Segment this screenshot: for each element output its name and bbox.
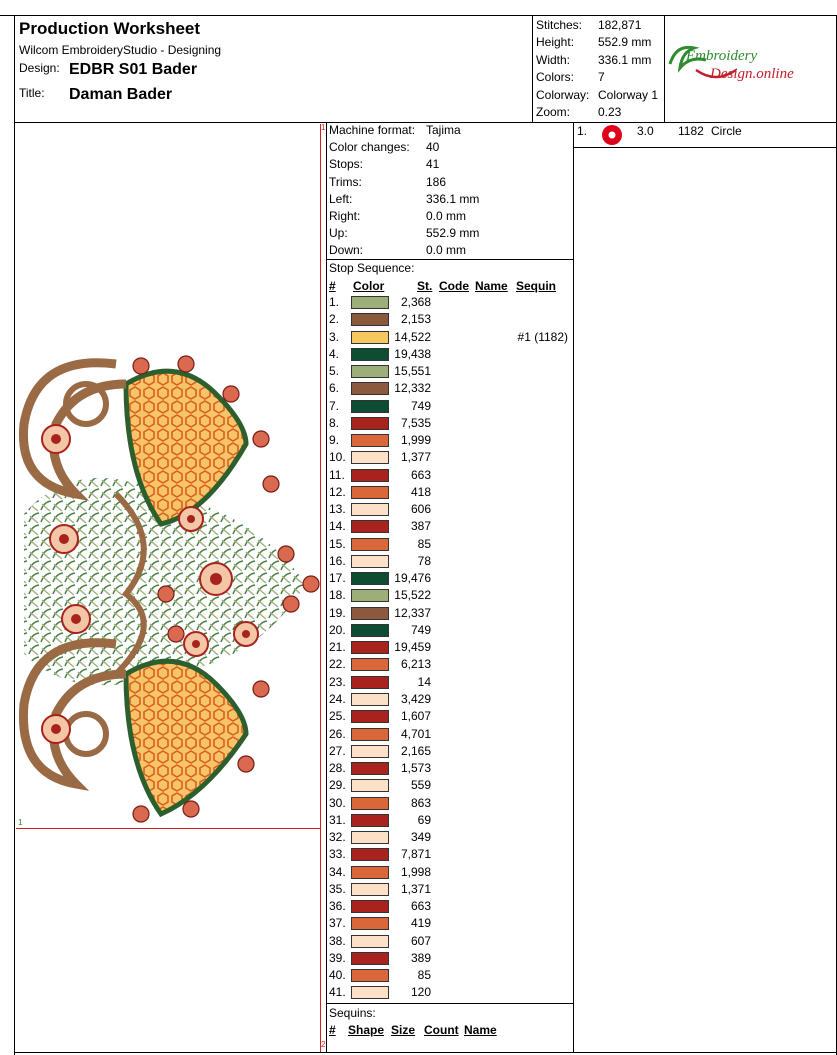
stop-row <box>329 311 573 328</box>
stop-row <box>329 449 573 466</box>
stop-row <box>329 898 573 915</box>
stop-number: 12. <box>329 484 346 499</box>
stop-number: 5. <box>329 364 340 379</box>
summary-value: 182,871 <box>598 18 642 32</box>
stitch-count: 863 <box>410 795 431 810</box>
stop-number: 8. <box>329 415 340 430</box>
sequin-list-row-border <box>573 147 836 148</box>
stop-sequence-heading: Stop Sequence: <box>329 261 415 275</box>
stitch-count: 4,701 <box>400 726 431 741</box>
machine-value: 0.0 mm <box>426 209 467 223</box>
color-swatch <box>351 728 389 741</box>
color-swatch <box>351 331 389 344</box>
stitch-count: 85 <box>417 968 431 983</box>
stop-row <box>329 294 573 311</box>
stitch-count: 387 <box>410 519 431 534</box>
stitch-count: 1,377 <box>400 450 431 465</box>
color-swatch <box>351 434 389 447</box>
frame-top-border <box>0 15 837 16</box>
stop-number: 21. <box>329 640 346 655</box>
color-swatch <box>351 313 389 326</box>
stop-number: 6. <box>329 381 340 396</box>
machine-label: Left: <box>329 191 353 206</box>
stitch-count: 1,607 <box>400 709 431 724</box>
stop-row <box>329 398 573 415</box>
machine-label: Up: <box>329 226 348 241</box>
stop-number: 16. <box>329 553 346 568</box>
stitch-count: 663 <box>410 467 431 482</box>
color-swatch <box>351 797 389 810</box>
machine-value: 41 <box>426 157 440 172</box>
stop-number: 27. <box>329 743 346 758</box>
machine-value: 336.1 mm <box>426 191 480 206</box>
stop-row <box>329 708 573 725</box>
machine-value: 552.9 mm <box>426 226 480 241</box>
color-swatch <box>351 693 389 706</box>
color-swatch <box>351 365 389 378</box>
stop-number: 23. <box>329 674 346 689</box>
stop-row <box>329 415 573 432</box>
color-swatch <box>351 814 389 827</box>
stop-number: 25. <box>329 709 346 724</box>
sequin-circle-icon <box>600 124 624 146</box>
color-swatch <box>351 969 389 982</box>
stop-number: 37. <box>329 916 346 931</box>
brand-logo <box>666 38 826 88</box>
stitch-count: 19,476 <box>394 571 431 586</box>
summary-label: Stitches: <box>536 18 583 32</box>
stop-number: 30. <box>329 795 346 810</box>
stop-number: 20. <box>329 622 346 637</box>
summary-label: Zoom: <box>536 105 571 119</box>
embroidery-design-preview <box>16 344 321 830</box>
stitch-count: 69 <box>417 812 431 827</box>
stop-number: 34. <box>329 864 346 879</box>
ruler-mark-top: 1 <box>321 123 326 132</box>
machine-value: 186 <box>426 174 447 189</box>
stop-row <box>329 639 573 656</box>
stop-row <box>329 967 573 984</box>
stop-number: 38. <box>329 933 346 948</box>
color-swatch <box>351 883 389 896</box>
stitch-count: 7,871 <box>400 847 431 862</box>
summary-label: Colorway: <box>536 87 590 102</box>
summary-value: 0.23 <box>598 105 622 119</box>
stop-row <box>329 795 573 812</box>
color-swatch <box>351 503 389 516</box>
stitch-count: 1,573 <box>400 761 431 776</box>
title-label: Title: <box>19 86 45 100</box>
stop-number: 35. <box>329 881 346 896</box>
summary-label: Width: <box>536 52 571 67</box>
stitch-count: 559 <box>410 778 431 793</box>
machine-label: Right: <box>329 209 361 223</box>
stop-row <box>329 622 573 639</box>
color-swatch <box>351 866 389 879</box>
stop-number: 24. <box>329 691 346 706</box>
col-header-num: # <box>329 279 336 293</box>
col-header-code: Code <box>439 279 469 293</box>
stitch-count: 14,522 <box>394 329 431 344</box>
color-swatch <box>351 986 389 999</box>
color-swatch <box>351 676 389 689</box>
machine-label: Color changes: <box>329 140 410 155</box>
stop-row <box>329 467 573 484</box>
stop-row <box>329 501 573 518</box>
stop-number: 29. <box>329 778 346 793</box>
stitch-count: 12,337 <box>394 605 431 620</box>
stop-number: 31. <box>329 812 346 827</box>
color-swatch <box>351 935 389 948</box>
color-swatch <box>351 572 389 585</box>
seq-col-shape: Shape <box>348 1023 385 1037</box>
stitch-count: 2,368 <box>400 295 431 309</box>
machine-value: 0.0 mm <box>426 243 467 258</box>
software-name: Wilcom EmbroideryStudio - Designing <box>19 43 222 57</box>
stitch-count: 419 <box>410 916 431 931</box>
machine-value: Tajima <box>426 123 461 137</box>
machine-label: Down: <box>329 243 364 258</box>
stop-row <box>329 915 573 932</box>
stop-row <box>329 329 573 346</box>
stop-number: 3. <box>329 329 340 344</box>
stitch-count: 120 <box>410 985 431 1000</box>
stitch-count: 78 <box>417 553 431 568</box>
stop-row <box>329 656 573 673</box>
color-swatch <box>351 779 389 792</box>
stitch-count: 607 <box>410 933 431 948</box>
stop-row <box>329 484 573 501</box>
middle-col-left-border <box>326 122 327 1052</box>
stitch-count: 418 <box>410 484 431 499</box>
summary-value: 7 <box>598 70 605 85</box>
stop-number: 1. <box>329 295 340 309</box>
stop-row <box>329 846 573 863</box>
color-swatch <box>351 762 389 775</box>
stop-number: 2. <box>329 312 340 327</box>
sequin-list-size: 3.0 <box>637 124 654 138</box>
sequin-ref: #1 (1182) <box>517 329 568 344</box>
stop-row <box>329 605 573 622</box>
stop-row <box>329 346 573 363</box>
stitch-count: 2,153 <box>400 312 431 327</box>
stitch-count: 1,999 <box>400 433 431 448</box>
stitch-count: 7,535 <box>400 415 431 430</box>
machine-label: Trims: <box>329 174 362 189</box>
stop-row <box>329 674 573 691</box>
color-swatch <box>351 555 389 568</box>
logo-line2: Design.online <box>710 66 794 82</box>
stop-row <box>329 984 573 1001</box>
color-swatch <box>351 451 389 464</box>
color-swatch <box>351 848 389 861</box>
stitch-count: 19,459 <box>394 640 431 655</box>
stop-row <box>329 570 573 587</box>
machine-label: Stops: <box>329 157 364 172</box>
color-swatch <box>351 900 389 913</box>
stop-number: 19. <box>329 605 346 620</box>
stitch-count: 606 <box>410 502 431 517</box>
stitch-count: 1,998 <box>400 864 431 879</box>
stop-number: 11. <box>329 467 345 482</box>
color-swatch <box>351 831 389 844</box>
sequin-list-num: 1. <box>577 124 588 138</box>
worksheet-title: Production Worksheet <box>19 19 201 38</box>
stitch-count: 389 <box>410 950 431 965</box>
ruler-mark-a: 1 <box>18 818 23 827</box>
stop-row <box>329 432 573 449</box>
color-swatch <box>351 520 389 533</box>
color-swatch <box>351 469 389 482</box>
logo-line1: Embroidery <box>686 48 758 64</box>
color-swatch <box>351 658 389 671</box>
stitch-count: 14 <box>417 674 431 689</box>
col-header-color: Color <box>353 279 385 293</box>
middle-col-right-border <box>573 122 574 1052</box>
stop-row <box>329 950 573 967</box>
color-swatch <box>351 296 389 309</box>
header-bottom-border <box>14 122 836 123</box>
stop-number: 10. <box>329 450 346 465</box>
color-swatch <box>351 641 389 654</box>
seq-col-size: Size <box>391 1023 416 1037</box>
stop-number: 17. <box>329 571 346 586</box>
stop-number: 39. <box>329 950 346 965</box>
stitch-count: 12,332 <box>394 381 431 396</box>
stop-row <box>329 760 573 777</box>
stop-row <box>329 553 573 570</box>
sequin-list-name: Circle <box>711 124 742 138</box>
stitch-count: 15,522 <box>394 588 431 603</box>
stitch-count: 349 <box>410 830 431 845</box>
color-swatch <box>351 589 389 602</box>
seq-col-count: Count <box>424 1023 459 1037</box>
stop-row <box>329 777 573 794</box>
stop-number: 13. <box>329 502 346 517</box>
stitch-count: 749 <box>410 622 431 637</box>
summary-label: Colors: <box>536 70 575 85</box>
color-swatch <box>351 745 389 758</box>
stop-number: 9. <box>329 433 340 448</box>
stop-row <box>329 536 573 553</box>
stitch-count: 85 <box>417 536 431 551</box>
title-value: Daman Bader <box>69 86 173 103</box>
stop-row <box>329 864 573 881</box>
logo-swoosh-icon <box>666 38 826 88</box>
stop-number: 22. <box>329 657 346 672</box>
seq-col-name: Name <box>464 1023 497 1037</box>
stop-number: 40. <box>329 968 346 983</box>
color-swatch <box>351 348 389 361</box>
color-swatch <box>351 400 389 413</box>
stop-row <box>329 363 573 380</box>
stop-number: 36. <box>329 899 346 914</box>
stop-number: 28. <box>329 761 346 776</box>
stop-number: 4. <box>329 346 340 361</box>
stop-row <box>329 518 573 535</box>
header-divider-2 <box>664 15 665 122</box>
color-swatch <box>351 382 389 395</box>
stop-number: 18. <box>329 588 346 603</box>
stitch-count: 6,213 <box>400 657 431 672</box>
stop-row <box>329 933 573 950</box>
embroidery-pattern-image <box>16 344 321 830</box>
stop-number: 32. <box>329 830 346 845</box>
color-swatch <box>351 486 389 499</box>
frame-bottom-border <box>14 1052 836 1053</box>
summary-value: Colorway 1 <box>598 87 659 102</box>
stop-row <box>329 881 573 898</box>
stop-number: 41. <box>329 985 346 1000</box>
col-header-stitches: St. <box>417 279 433 293</box>
machine-info-bottom-border <box>326 259 574 260</box>
header-divider-1 <box>532 15 533 122</box>
stop-number: 26. <box>329 726 346 741</box>
seq-col-num: # <box>329 1023 336 1037</box>
color-swatch <box>351 917 389 930</box>
stop-row <box>329 829 573 846</box>
stop-row <box>329 743 573 760</box>
sequin-list-count: 1182 <box>678 124 704 138</box>
summary-value: 552.9 mm <box>598 35 652 50</box>
design-value: EDBR S01 Bader <box>69 61 198 78</box>
stop-row <box>329 691 573 708</box>
machine-label: Machine format: <box>329 123 416 137</box>
color-swatch <box>351 710 389 723</box>
color-swatch <box>351 538 389 551</box>
sequins-top-border <box>326 1003 574 1004</box>
stitch-count: 663 <box>410 899 431 914</box>
stitch-count: 1,371 <box>400 881 431 896</box>
stitch-count: 3,429 <box>400 691 431 706</box>
col-header-sequin: Sequin <box>516 279 557 293</box>
stop-row <box>329 812 573 829</box>
stop-number: 33. <box>329 847 346 862</box>
color-swatch <box>351 952 389 965</box>
color-swatch <box>351 624 389 637</box>
summary-label: Height: <box>536 35 575 50</box>
color-swatch <box>351 607 389 620</box>
stop-row <box>329 380 573 397</box>
stop-number: 15. <box>329 536 346 551</box>
stitch-count: 19,438 <box>394 346 431 361</box>
ruler-mark-b: 2 <box>321 1040 326 1049</box>
color-swatch <box>351 417 389 430</box>
frame-left-border <box>14 15 15 1055</box>
stop-row <box>329 587 573 604</box>
summary-value: 336.1 mm <box>598 52 652 67</box>
sequins-heading: Sequins: <box>329 1006 376 1020</box>
machine-value: 40 <box>426 140 440 155</box>
col-header-name: Name <box>475 279 508 293</box>
stitch-count: 2,165 <box>400 743 431 758</box>
stitch-count: 15,551 <box>394 364 431 379</box>
stop-row <box>329 726 573 743</box>
design-label: Design: <box>19 61 60 75</box>
stop-number: 7. <box>329 398 340 413</box>
stitch-count: 749 <box>410 398 431 413</box>
stop-number: 14. <box>329 519 346 534</box>
